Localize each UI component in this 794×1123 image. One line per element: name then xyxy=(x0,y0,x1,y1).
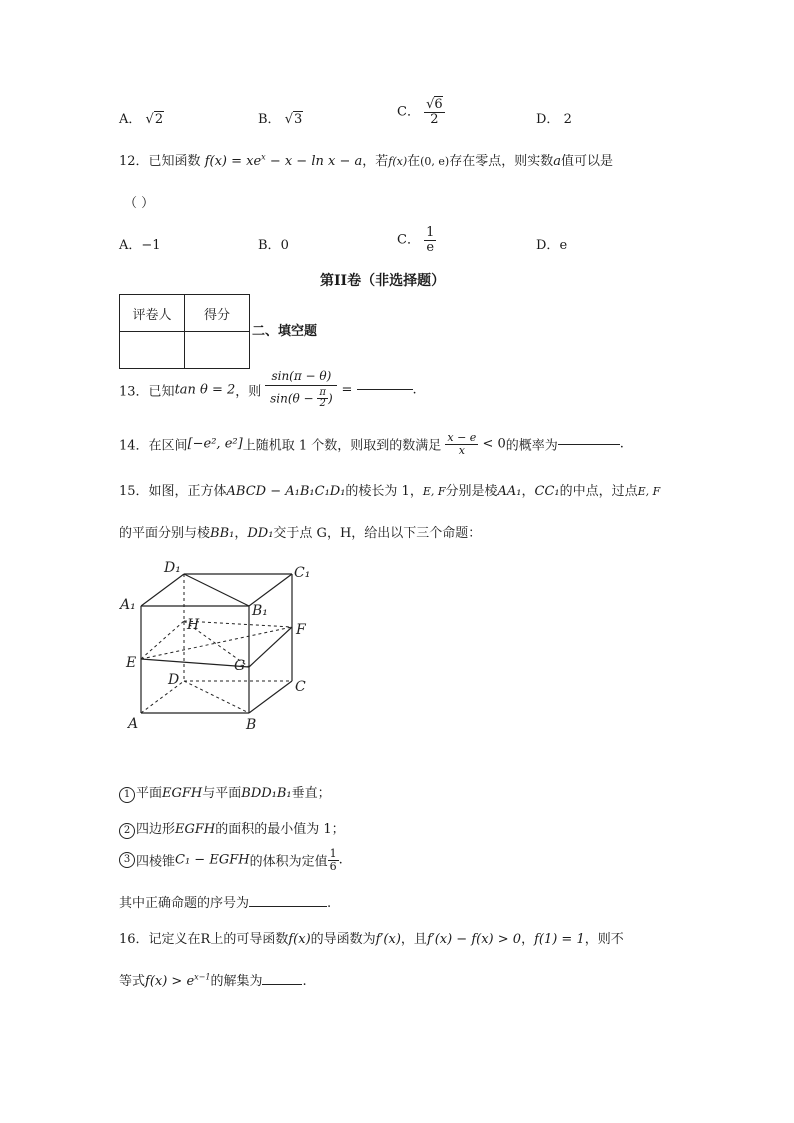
q13-answer-blank[interactable] xyxy=(357,389,413,390)
q15-answer-blank[interactable] xyxy=(249,906,327,907)
q12-stem: 12．已知函数 $f(x) = xe^x - x - \ln x - a$，若f(x)在(0, e)存在零点，则实数a值可以是 xyxy=(119,152,614,169)
q12-answer-paren: （ ） xyxy=(124,196,155,211)
edge-BC xyxy=(249,681,292,713)
q11-option-c: C． $\frac{√6}{2}$ xyxy=(397,97,443,127)
score-table-grader-cell[interactable] xyxy=(120,332,185,369)
edge-EG xyxy=(141,659,249,667)
edge-EF xyxy=(141,627,292,659)
q12-option-d: D．e xyxy=(536,238,568,253)
q15-line2: 的平面分别与棱BB₁，DD₁交于点 G，H，给出以下三个命题： xyxy=(119,526,482,541)
sqrt-2: √ 2 xyxy=(145,112,164,127)
label-D1: D₁ xyxy=(164,560,181,576)
edge-D1B1 xyxy=(184,574,249,606)
q16-line1: 16．记定义在R上的可导函数f(x)的导函数为f′(x)，且f′(x) − f(x) > 0，f(1) = 1，则不 xyxy=(119,932,624,947)
fraction-1-over-e: $\frac{1}{e}$ xyxy=(426,225,435,255)
score-table xyxy=(119,294,250,369)
score-table-grader-header: 评卷人 xyxy=(120,295,185,332)
q14-fraction: $\frac{x - e}{x}$ xyxy=(447,431,477,457)
edge-GF xyxy=(249,627,292,667)
sqrt-3: √ 3 xyxy=(284,112,303,127)
label-H: H xyxy=(187,617,200,633)
label-G: G xyxy=(234,658,246,674)
q15-proposition-2: 2 四边形EGFH的面积的最小值为 1； xyxy=(119,818,345,839)
q15-proposition-3: 3 四棱锥C₁ − EGFH的体积为定值 $\frac{1}{6}$ . xyxy=(119,848,343,872)
label-A1: A₁ xyxy=(120,597,136,613)
q16-answer-blank[interactable] xyxy=(262,984,302,985)
q12-option-b: B．0 xyxy=(258,238,289,253)
label-B1: B₁ xyxy=(252,603,268,619)
label-E: E xyxy=(126,655,137,671)
q11-option-b: B． √ 3 xyxy=(258,112,303,127)
label-C: C xyxy=(295,679,306,695)
edge-EH xyxy=(141,621,184,659)
edge-C1B1 xyxy=(249,574,292,606)
part-title: 二、填空题 xyxy=(252,324,318,339)
q14: 14．在区间[−e², e²]上随机取 1 个数，则取到的数满足 $\frac{x - e}{x}$ < 0的概率为 . xyxy=(119,431,624,457)
q16-line2: 等式$f(x) > e^{x-1}$的解集为 . xyxy=(119,972,307,989)
q15-answer: 其中正确命题的序号为 . xyxy=(119,896,332,911)
cube-figure xyxy=(110,555,330,735)
q13: 13．已知tan θ = 2，则 sin(π − θ) sin(θ − $\frac{\pi}{2}$ ) = . xyxy=(119,369,417,410)
q12-option-a: A．−1 xyxy=(119,238,161,253)
q11-option-d: D． 2 xyxy=(536,112,572,127)
label-B: B xyxy=(246,717,257,733)
label-C1: C₁ xyxy=(294,565,311,581)
fraction-sqrt6-over-2: $\frac{√6}{2}$ xyxy=(426,97,443,127)
label-A: A xyxy=(128,716,139,732)
score-table-score-header: 得分 xyxy=(185,295,250,332)
q15-proposition-1: 1 平面EGFH与平面BDD₁B₁垂直； xyxy=(119,782,331,803)
q13-fraction: sin(π − θ) sin(θ − $\frac{\pi}{2}$ ) xyxy=(265,370,337,410)
fraction-1-over-6: $\frac{1}{6}$ xyxy=(329,847,337,873)
label-F: F xyxy=(296,622,306,638)
q12-option-c: C． $\frac{1}{e}$ xyxy=(397,225,435,255)
section-title: 第II卷（非选择题） xyxy=(320,273,446,289)
q14-answer-blank[interactable] xyxy=(558,444,620,445)
edge-A1D1 xyxy=(141,574,184,606)
q11-option-a: A． √ 2 xyxy=(119,112,164,127)
edge-DB xyxy=(184,681,249,713)
q15-line1: 15．如图，正方体ABCD − A₁B₁C₁D₁的棱长为 1，E, F分别是棱AA₁，CC₁的中点，过点E, F xyxy=(119,484,661,499)
edge-HF xyxy=(184,621,292,627)
score-table-score-cell[interactable] xyxy=(185,332,250,369)
label-D: D xyxy=(168,672,180,688)
